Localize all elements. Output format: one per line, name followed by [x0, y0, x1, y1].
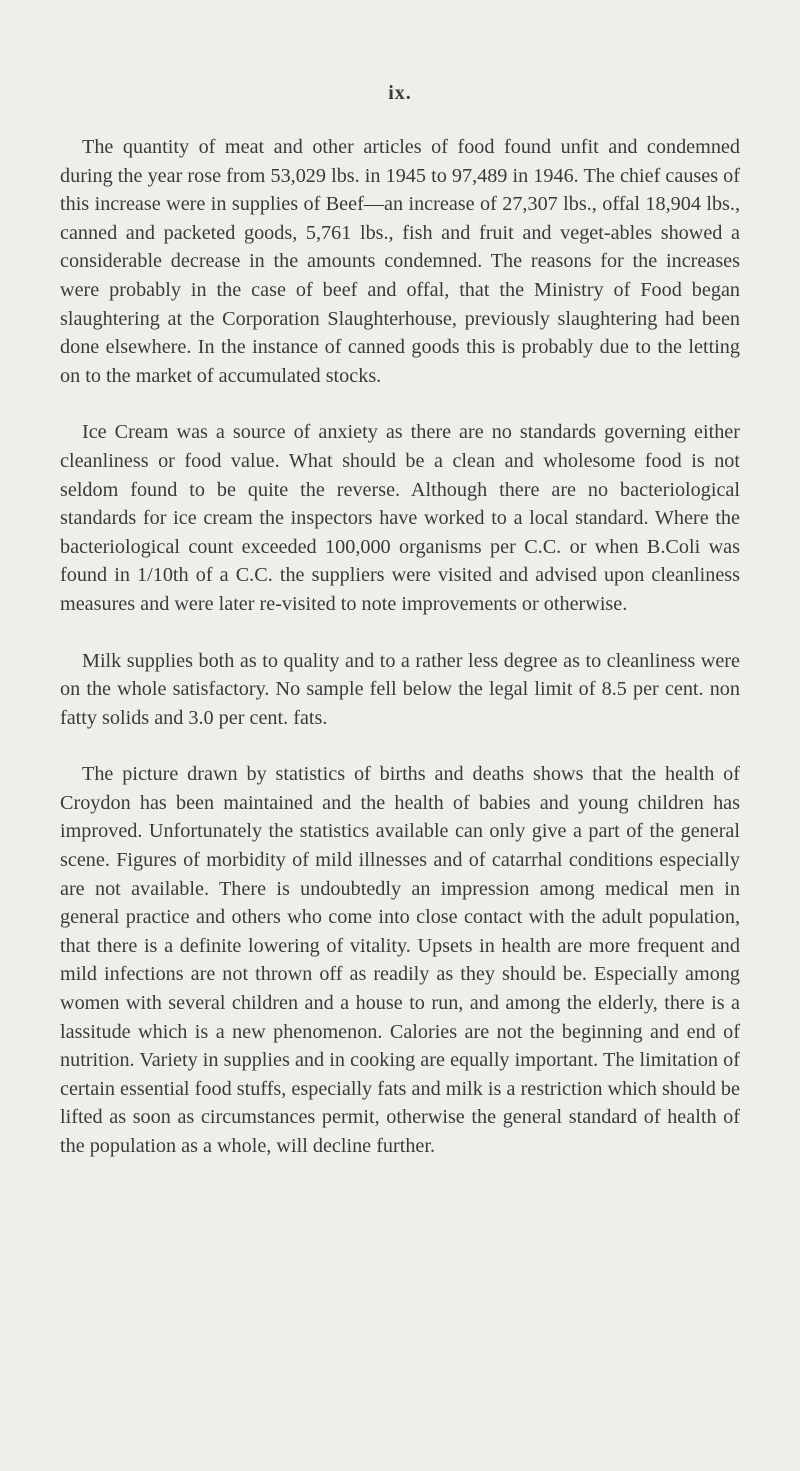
page-number: ix.	[388, 82, 412, 104]
body-text	[60, 133, 740, 1189]
paragraph-ice-cream: Ice Cream was a source of anxiety as there are no standards governing either cleanliness or food value. What should be a clean and wholesome food is not seldom found to be quite the reverse. Although there are no bacteriological standards for ice cream the inspectors have worked to a local standard. Where the bacteriological count exceeded 100,000 organisms per C.C. or when B.Coli was found in 1/10th of a C.C. the suppliers were visited and advised upon cleanliness measures and were later re-visited to note improvements or otherwise.	[60, 421, 740, 615]
paragraph-unfit-food: The quantity of meat and other articles of food found unfit and condemned during the year rose from 53,029 lbs. in 1945 to 97,489 in 1946. The chief causes of this increase were in supplies of Beef—an increase of 27,307 lbs., offal 18,904 lbs., canned and packeted goods, 5,761 lbs., fish and fruit and veget-ables showed a considerable decrease in the amounts condemned. The reasons for the increases were probably in the case of beef and offal, that the Ministry of Food began slaughtering at the Corporation Slaughterhouse, previously slaughtering had been done elsewhere. In the instance of canned goods this is probably due to the letting on to the market of accumulated stocks.	[60, 136, 740, 387]
paragraph-health-statistics: The picture drawn by statistics of births and deaths shows that the health of Croydon has been maintained and the health of babies and young children has improved. Unfortunately the statistics available can only give a part of the general scene. Figures of morbidity of mild illnesses and of catarrhal conditions especially are not available. There is undoubtedly an impression among medical men in general practice and others who come into close contact with the adult population, that there is a definite lowering of vitality. Upsets in health are more frequent and mild infections are not thrown off as readily as they should be. Especially among women with several children and a house to run, and among the elderly, there is a lassitude which is a new phenomenon. Calories are not the beginning and end of nutrition. Variety in supplies and in cooking are equally important. The limitation of certain essential food stuffs, especially fats and milk is a restriction which should be lifted as soon as circumstances permit, otherwise the general standard of health of the population as a whole, will decline further.	[60, 763, 740, 1157]
paragraph-milk-supplies: Milk supplies both as to quality and to a rather less degree as to cleanliness were on the whole satisfactory. No sample fell below the legal limit of 8.5 per cent. non fatty solids and 3.0 per cent. fats.	[60, 649, 740, 729]
